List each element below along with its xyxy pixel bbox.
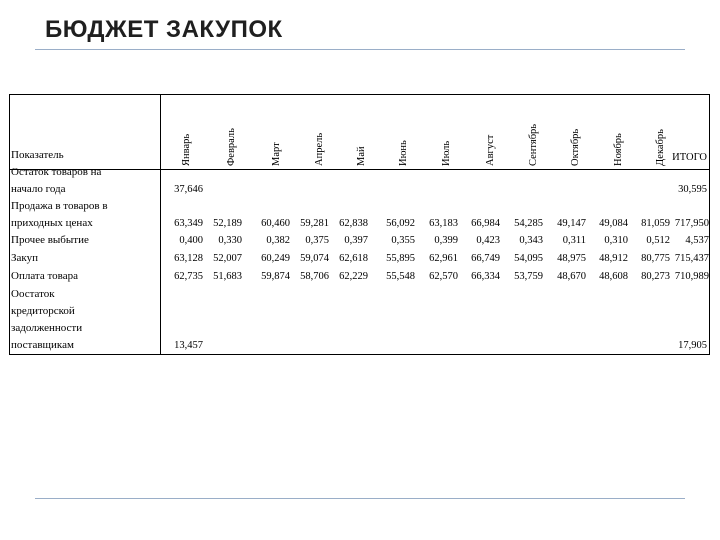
month-header: Март [271, 142, 282, 166]
table-border-top [9, 94, 710, 95]
opening-stock-value: 37,646 [174, 184, 203, 195]
table-cell: 54,285 [514, 218, 543, 229]
month-header: Июнь [398, 140, 409, 166]
table-cell: 54,095 [514, 253, 543, 264]
table-cell: 66,334 [471, 271, 500, 282]
row-divider [9, 169, 710, 170]
month-header: Декабрь [655, 129, 666, 166]
payables-total: 17,905 [678, 340, 707, 351]
table-cell: 80,273 [641, 271, 670, 282]
row-label-purchase: Закуп [11, 252, 38, 264]
month-header: Август [485, 134, 496, 166]
table-cell: 66,749 [471, 253, 500, 264]
table-cell: 80,775 [641, 253, 670, 264]
month-header: Сентябрь [528, 123, 539, 166]
table-cell: 62,570 [429, 271, 458, 282]
table-cell: 58,706 [300, 271, 329, 282]
table-cell: 52,007 [213, 253, 242, 264]
table-cell: 63,349 [174, 218, 203, 229]
table-cell: 51,683 [213, 271, 242, 282]
month-header: Апрель [314, 132, 325, 166]
table-cell: 55,548 [386, 271, 415, 282]
table-cell: 0,397 [344, 235, 368, 246]
row-label-opening-stock: Остаток товаров на [11, 166, 102, 178]
payables-value: 13,457 [174, 340, 203, 351]
table-cell: 62,618 [339, 253, 368, 264]
table-cell: 59,281 [300, 218, 329, 229]
table-cell: 62,838 [339, 218, 368, 229]
table-cell: 0,423 [476, 235, 500, 246]
table-cell: 49,084 [599, 218, 628, 229]
table-cell: 49,147 [557, 218, 586, 229]
row-label-payables: кредиторской [11, 305, 75, 317]
table-cell: 0,330 [218, 235, 242, 246]
footer-divider [35, 498, 685, 499]
month-header: Май [356, 146, 367, 166]
row-label-opening-stock: начало года [11, 183, 66, 195]
header-total: ИТОГО [672, 152, 707, 163]
title-divider [35, 49, 685, 50]
table-cell: 62,735 [174, 271, 203, 282]
table-border-right [709, 94, 710, 355]
header-indicator: Показатель [11, 149, 64, 161]
table-cell: 62,961 [429, 253, 458, 264]
row-label-other-outflow: Прочее выбытие [11, 234, 89, 246]
table-cell: 63,128 [174, 253, 203, 264]
table-cell: 0,310 [604, 235, 628, 246]
table-cell: 48,912 [599, 253, 628, 264]
table-cell-total: 717,950 [674, 218, 709, 229]
table-cell: 0,399 [434, 235, 458, 246]
month-header: Февраль [226, 128, 237, 166]
table-cell-total: 710,989 [674, 271, 709, 282]
table-cell: 0,355 [391, 235, 415, 246]
table-cell-total: 4,537 [685, 235, 709, 246]
table-cell: 53,759 [514, 271, 543, 282]
page-title: БЮДЖЕТ ЗАКУПОК [45, 16, 283, 43]
row-label-payables: Оостаток [11, 288, 55, 300]
row-label-purchase-sales: приходных ценах [11, 217, 93, 229]
table-cell: 60,460 [261, 218, 290, 229]
table-cell: 48,670 [557, 271, 586, 282]
table-cell: 0,382 [266, 235, 290, 246]
month-header: Январь [181, 133, 192, 166]
table-cell: 0,311 [562, 235, 586, 246]
row-label-payment: Оплата товара [11, 270, 78, 282]
table-cell: 0,400 [179, 235, 203, 246]
table-cell: 60,249 [261, 253, 290, 264]
table-cell: 81,059 [641, 218, 670, 229]
table-cell: 0,343 [519, 235, 543, 246]
opening-stock-total: 30,595 [678, 184, 707, 195]
table-cell: 59,074 [300, 253, 329, 264]
table-cell: 59,874 [261, 271, 290, 282]
table-cell: 66,984 [471, 218, 500, 229]
table-cell: 0,375 [305, 235, 329, 246]
table-cell: 52,189 [213, 218, 242, 229]
month-header: Ноябрь [613, 133, 624, 166]
table-cell-total: 715,437 [674, 253, 709, 264]
table-border-left [9, 94, 10, 355]
row-label-purchase-sales: Продажа в товаров в [11, 200, 108, 212]
table-cell: 56,092 [386, 218, 415, 229]
table-cell: 55,895 [386, 253, 415, 264]
table-cell: 48,608 [599, 271, 628, 282]
table-cell: 48,975 [557, 253, 586, 264]
row-label-payables: задолженности [11, 322, 83, 334]
budget-table [9, 94, 710, 355]
table-cell: 63,183 [429, 218, 458, 229]
month-header: Июль [441, 140, 452, 166]
table-cell: 62,229 [339, 271, 368, 282]
table-border-bottom [9, 354, 710, 355]
row-label-payables: поставщикам [11, 339, 74, 351]
table-cell: 0,512 [646, 235, 670, 246]
month-header: Октябрь [570, 128, 581, 166]
